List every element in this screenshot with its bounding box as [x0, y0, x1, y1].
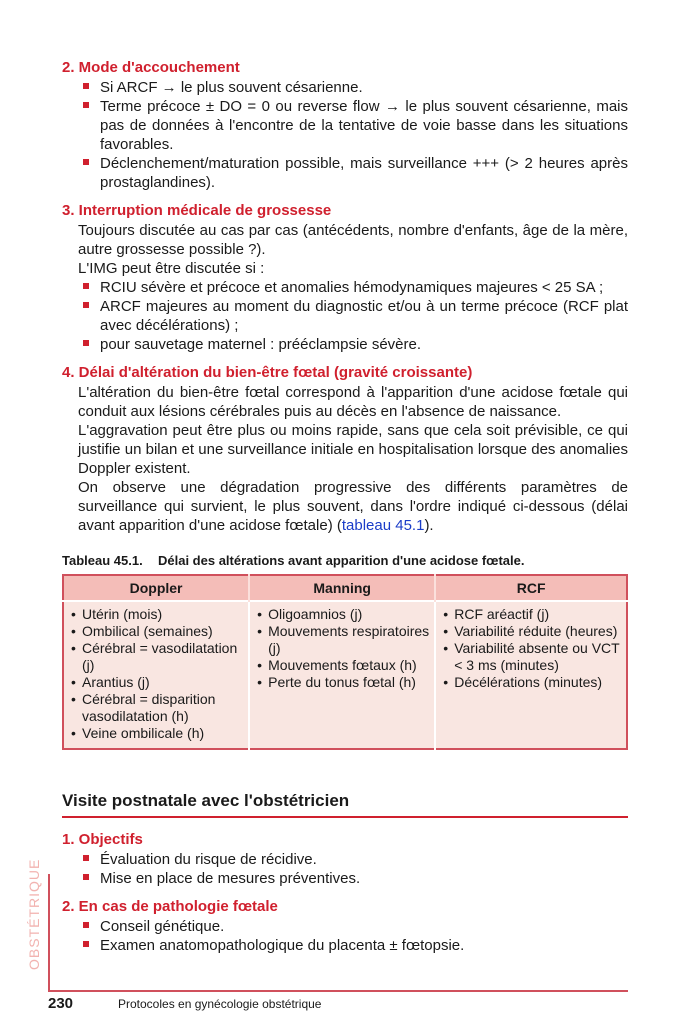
section-img — [62, 201, 628, 354]
list-item: pour sauvetage maternel : prééclampsie sévère. — [100, 335, 628, 354]
list-item: ARCF majeures au moment du diagnostic et/ou à un terme précoce (RCF plat avec décélérations) ; — [100, 298, 628, 334]
table-caption: Tableau 45.1. Délai des altérations avant apparition d'une acidose fœtale. — [62, 553, 525, 568]
section-heading: 2. En cas de pathologie fœtale — [62, 898, 278, 915]
section-delai — [62, 363, 628, 535]
list-item: Si ARCF → le plus souvent césarienne. — [100, 78, 628, 97]
list-item: • Veine ombilicale (h) — [82, 725, 244, 742]
section-pathologie — [62, 897, 628, 955]
list-item: • RCF aréactif (j) — [454, 606, 622, 623]
paragraph: Toujours discutée au cas par cas (antécédents, nombre d'enfants, âge de la mère, autre grossesse possible ?). — [78, 222, 628, 258]
section-heading: 3. Interruption médicale de grossesse — [62, 202, 332, 219]
paragraph: L'aggravation peut être plus ou moins rapide, sans que cela soit prévisible, ce qui justifie un bilan et une surveillance initiale en hospitalisation lorsque des anomalies Doppler existent. — [78, 422, 628, 477]
frame-line-horizontal — [48, 990, 628, 992]
bullet-list — [62, 917, 628, 955]
list-item: Mise en place de mesures préventives. — [100, 869, 628, 888]
list-item: • Cérébral = disparition vasodilatation (h) — [82, 691, 244, 725]
list-item: • Cérébral = vasodilatation (j) — [82, 640, 244, 674]
section-heading: 2. Mode d'accouchement — [62, 59, 240, 76]
list-item: Déclenchement/maturation possible, mais surveillance +++ (> 2 heures après prostaglandines). — [100, 155, 628, 191]
table-header-row — [63, 575, 627, 601]
table-link[interactable]: tableau 45.1 — [341, 517, 425, 534]
bullet-list — [62, 78, 628, 192]
bullet-list — [62, 278, 628, 354]
list-item: • Mouvements fœtaux (h) — [268, 657, 430, 674]
header-doppler: Doppler — [63, 575, 249, 601]
list-item: • Arantius (j) — [82, 674, 244, 691]
page-content — [62, 58, 628, 964]
section-objectifs — [62, 830, 628, 888]
list-item: • Décélérations (minutes) — [454, 674, 622, 691]
bullet-list — [62, 850, 628, 888]
list-item: • Variabilité réduite (heures) — [454, 623, 622, 640]
list-item: • Ombilical (semaines) — [82, 623, 244, 640]
section-mode-accouchement — [62, 58, 628, 192]
paragraph: L'altération du bien-être fœtal correspond à l'apparition d'une acidose fœtale qui conduit aux lésions cérébrales puis au décès en l'absence de naissance. — [78, 384, 628, 420]
list-item: • Mouvements respiratoires (j) — [268, 623, 430, 657]
table-label: Tableau 45.1. — [62, 553, 143, 568]
cell-manning — [249, 601, 435, 749]
section-heading: 4. Délai d'altération du bien-être fœtal (gravité croissante) — [62, 364, 473, 381]
cell-doppler — [63, 601, 249, 749]
cell-rcf — [435, 601, 627, 749]
data-table — [62, 574, 628, 750]
header-rcf: RCF — [435, 575, 627, 601]
list-item: Conseil génétique. — [100, 917, 628, 936]
list-item: • Oligoamnios (j) — [268, 606, 430, 623]
list-item: Évaluation du risque de récidive. — [100, 850, 628, 869]
table-row — [63, 601, 627, 749]
section-heading: 1. Objectifs — [62, 831, 143, 848]
frame-line-vertical — [48, 874, 50, 992]
list-item: Examen anatomopathologique du placenta ± fœtopsie. — [100, 936, 628, 955]
chapter-heading: Visite postnatale avec l'obstétricien — [62, 790, 628, 818]
side-label: OBSTÉTRIQUE — [26, 858, 42, 970]
list-item: • Perte du tonus fœtal (h) — [268, 674, 430, 691]
side-tab — [24, 858, 44, 972]
list-item: Terme précoce ± DO = 0 ou reverse flow → le plus souvent césarienne, mais pas de données à l'encontre de la tentative de voie basse dans les situations favorables. — [100, 98, 628, 153]
paragraph: On observe une dégradation progressive des différents paramètres de surveillance qui survient, le plus souvent, dans l'ordre indiqué ci-dessous (délai avant apparition d'une acidose fœtale) (tableau 45.1). — [78, 479, 628, 534]
book-title: Protocoles en gynécologie obstétrique — [118, 997, 322, 1011]
paragraph: L'IMG peut être discutée si : — [78, 260, 265, 277]
header-manning: Manning — [249, 575, 435, 601]
page-number: 230 — [48, 995, 74, 1012]
list-item: • Variabilité absente ou VCT < 3 ms (minutes) — [454, 640, 622, 674]
list-item: • Utérin (mois) — [82, 606, 244, 623]
list-item: RCIU sévère et précoce et anomalies hémodynamiques majeures < 25 SA ; — [100, 278, 628, 297]
